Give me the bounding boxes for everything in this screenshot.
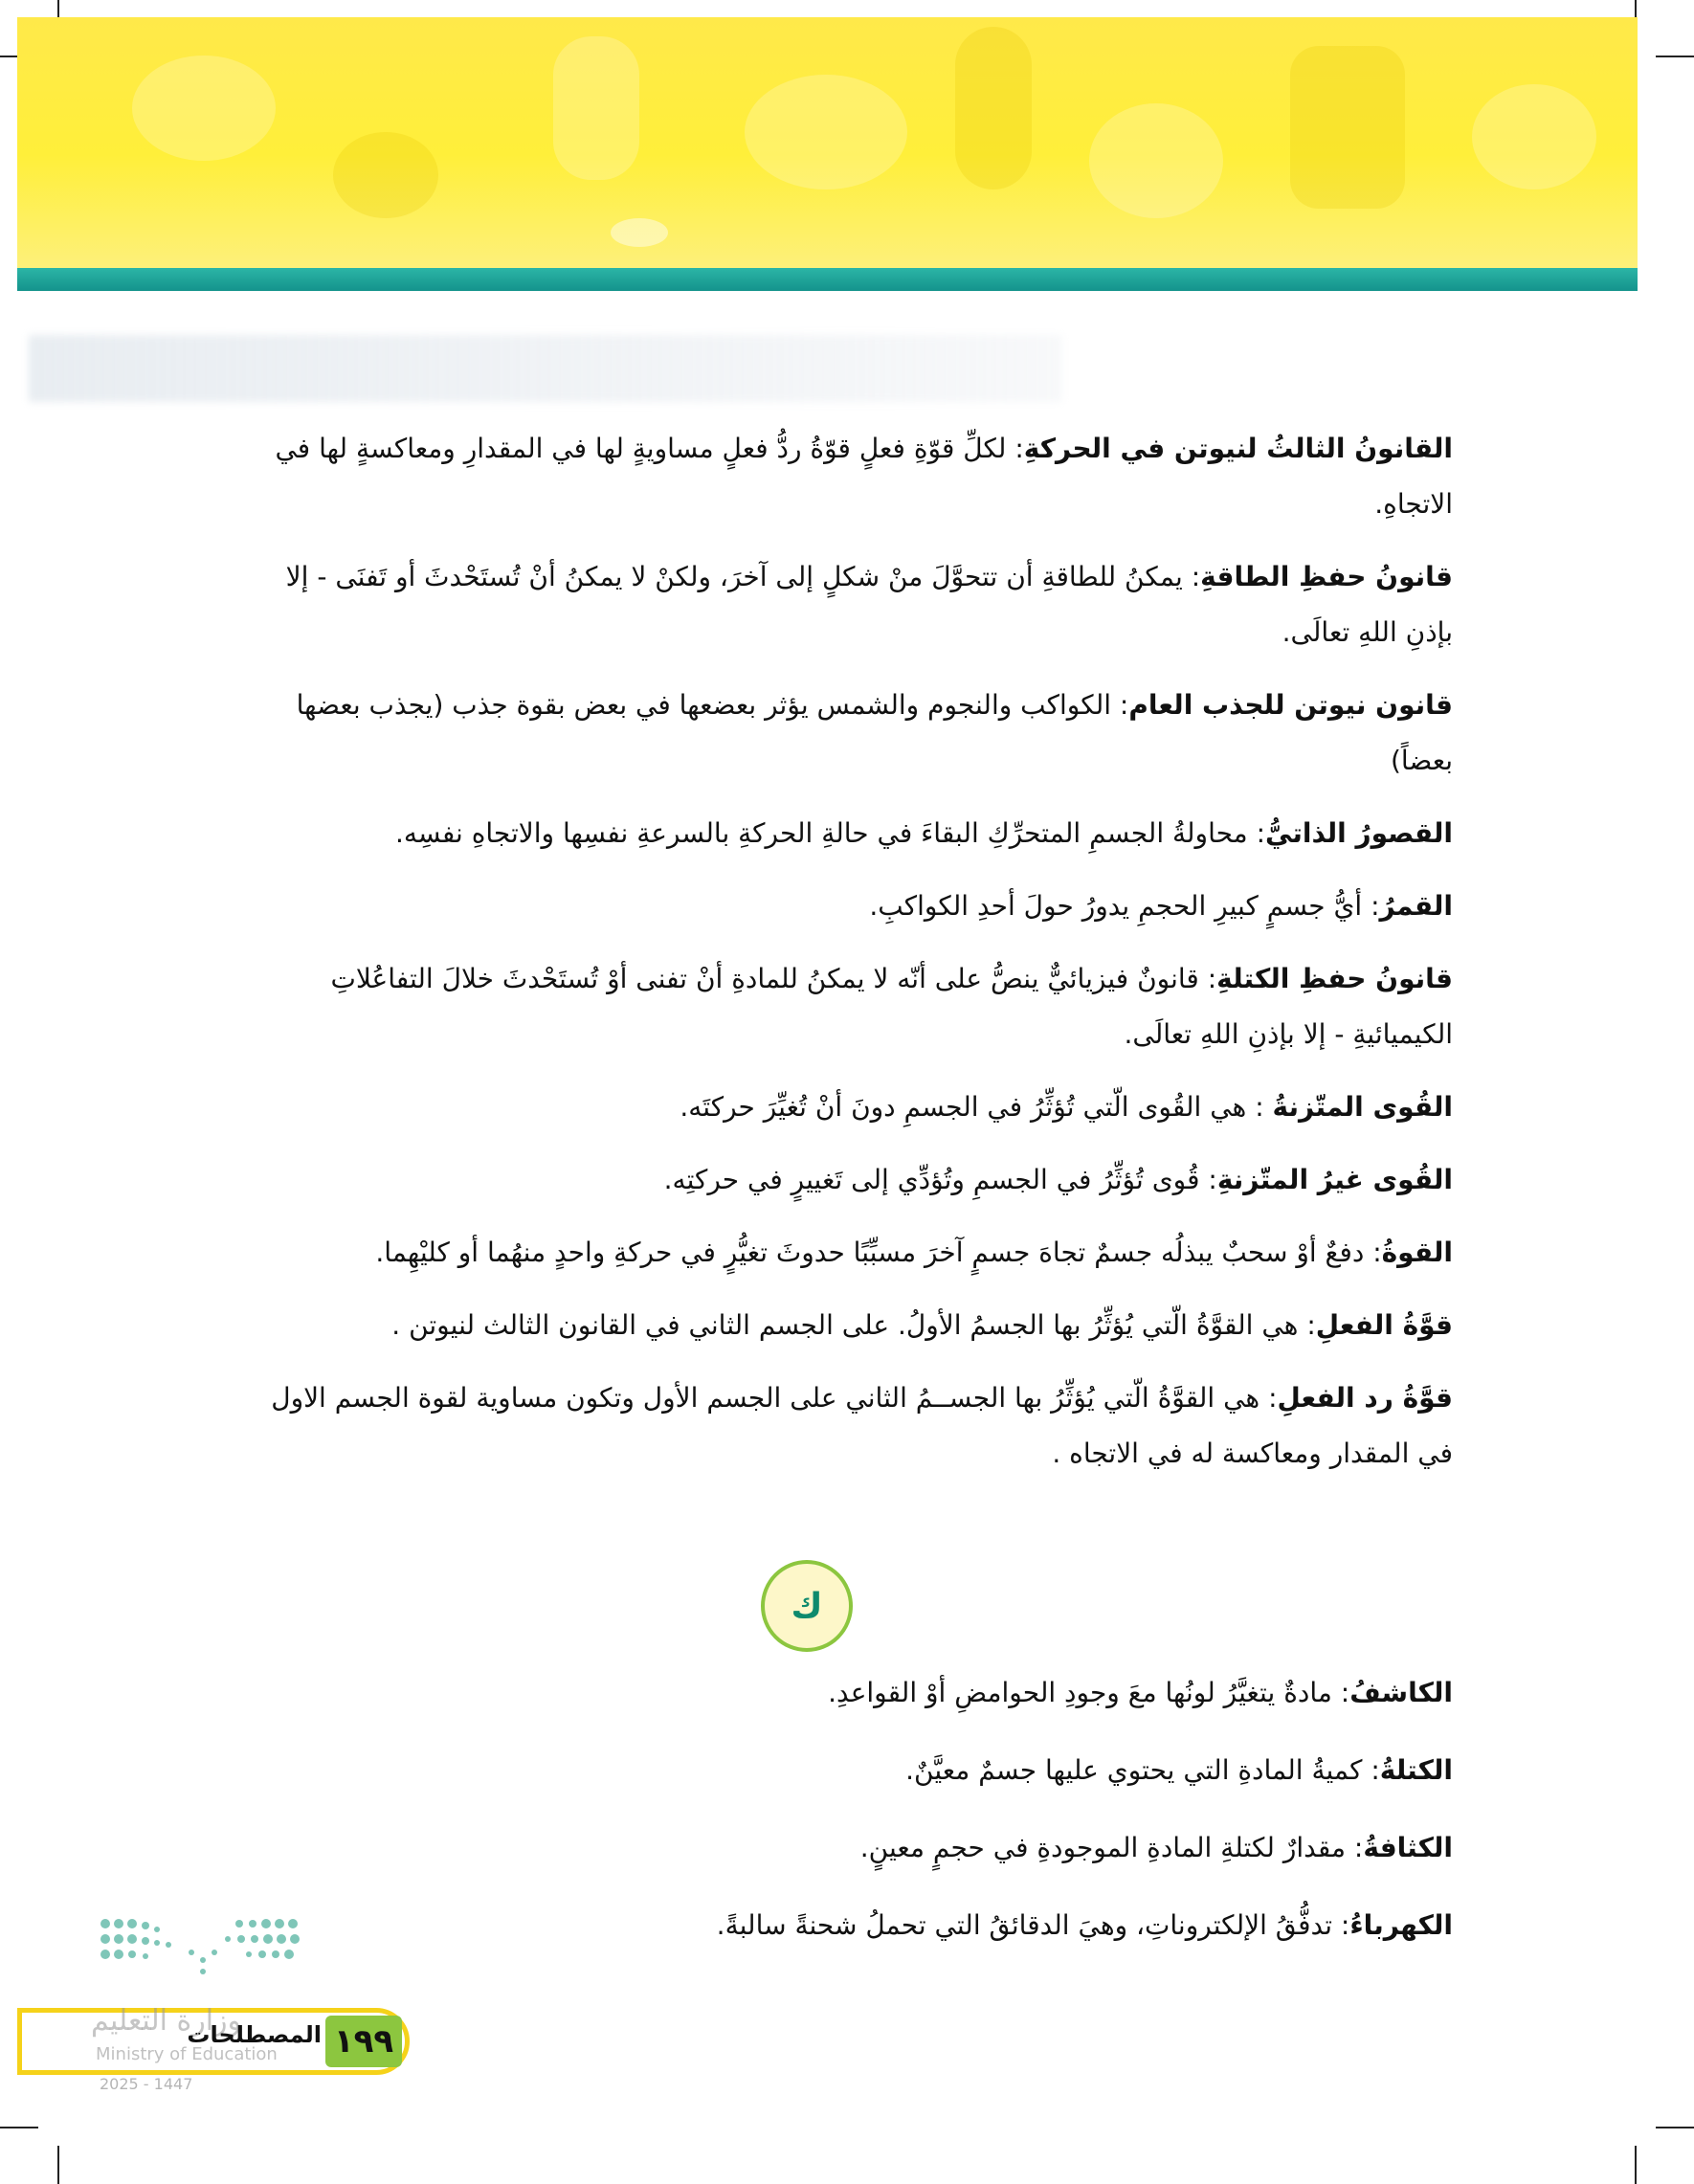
entry-term: القُوى غيرُ المتّزنةِ <box>1216 1164 1453 1195</box>
entry-definition: : محاولةُ الجسمِ المتحرِّكِ البقاءَ في حالةِ الحركةِ بالسرعةِ نفسِها والاتجاهِ نفسِه. <box>394 817 1265 849</box>
glossary-entry <box>266 951 1453 1062</box>
entry-term: الكاشفُ <box>1349 1677 1453 1708</box>
edition-year: 2025 - 1447 <box>100 2075 193 2093</box>
entry-term: قانونُ حفظِ الكتلةِ <box>1216 963 1453 994</box>
entry-term: قانونُ حفظِ الطاقةِ <box>1200 561 1453 592</box>
entry-term: القوةُ <box>1381 1237 1453 1268</box>
entry-definition: : هي القوَّةُ الّتي يُؤثِّرُ بها الجســمُ الثاني على الجسم الأول وتكون مساوية لقوة الجسم الاول في المقدار ومعاكسة له في الاتجاه . <box>271 1382 1453 1469</box>
entry-definition: : قانونٌ فيزيائيٌّ ينصُّ على أنّه لا يمكنُ للمادةِ أنْ تفنى أوْ تُستَحْدثَ خلالَ التفاعُلاتِ الكيميائيةِ - إلا بإذنِ اللهِ تعالَى. <box>330 963 1453 1050</box>
glossary-entry <box>266 1743 1453 1798</box>
section-letter-badge: ك <box>761 1560 853 1652</box>
glossary-entry <box>266 1080 1453 1135</box>
glossary-entry <box>266 1371 1453 1482</box>
entry-definition: : كميةُ المادةِ التي يحتوي عليها جسمٌ معيَّنٌ. <box>905 1754 1380 1786</box>
entry-definition: : هي القوَّةُ الّتي يُؤثِّرُ بها الجسمُ الأولُ. على الجسم الثاني في القانون الثالث لنيوتن . <box>391 1309 1316 1341</box>
footer-section-title: المصطلحات <box>187 2021 322 2048</box>
faded-background-text <box>29 335 1062 402</box>
entry-term: القانونُ الثالثُ لنيوتن في الحركةِ <box>1023 433 1453 464</box>
entry-definition: : مادةٌ يتغيَّرُ لونُها معَ وجودِ الحوامضِ أوْ القواعدِ. <box>828 1677 1350 1708</box>
glossary-entry <box>266 1665 1453 1721</box>
page-number: ١٩٩ <box>325 2016 402 2067</box>
entry-definition: : أيُّ جسمٍ كبيرِ الحجمِ يدورُ حولَ أحدِ الكواكبِ. <box>869 890 1380 922</box>
entry-definition: : الكواكب والنجوم والشمس يؤثر بعضعها في بعض بقوة جذب (يجذب بعضها بعضاً) <box>296 689 1453 776</box>
glossary-entry <box>266 1298 1453 1353</box>
glossary-list-k <box>266 1665 1453 1975</box>
glossary-list <box>266 421 1453 1499</box>
header-stripe <box>17 268 1638 291</box>
glossary-entry <box>266 1898 1453 1953</box>
entry-term: القصورُ الذاتيُّ <box>1265 817 1453 849</box>
glossary-entry <box>266 678 1453 789</box>
crop-mark <box>1656 2127 1694 2128</box>
crop-mark <box>0 2127 38 2128</box>
entry-definition: : دفعٌ أوْ سحبٌ يبذلُه جسمٌ تجاهَ جسمٍ آخرَ مسبِّبًا حدوثَ تغيُّرٍ في حركةِ واحدٍ منهُما أو كليْهِما. <box>375 1237 1382 1268</box>
entry-term: الكثافةُ <box>1363 1832 1453 1863</box>
glossary-entry <box>266 549 1453 660</box>
glossary-entry <box>266 1225 1453 1281</box>
ministry-name-english: Ministry of Education <box>96 2044 278 2064</box>
entry-definition: : لكلِّ قوّةِ فعلٍ قوّةُ ردُّ فعلٍ مساويةٍ لها في المقدارِ ومعاكسةٍ لها في الاتجاهِ. <box>275 433 1453 520</box>
header-banner <box>17 17 1638 268</box>
ministry-name-arabic: وزارة التعليم <box>91 2004 242 2038</box>
glossary-entry <box>266 1152 1453 1208</box>
glossary-entry <box>266 806 1453 861</box>
entry-definition: : يمكنُ للطاقةِ أن تتحوَّلَ منْ شكلٍ إلى آخرَ، ولكنْ لا يمكنُ أنْ تُستَحْدثَ أو تَفنَى - إلا بإذنِ اللهِ تعالَى. <box>285 561 1453 648</box>
entry-definition: : قُوى تُؤثِّرُ في الجسمِ وتُؤدِّي إلى تَغييرٍ في حركتِه. <box>663 1164 1217 1195</box>
entry-term: قوَّةُ رد الفعلِ <box>1277 1382 1453 1414</box>
crop-mark <box>57 2146 59 2184</box>
entry-term: القمرُ <box>1379 890 1453 922</box>
entry-term: قانون نيوتن للجذب العام <box>1128 689 1453 721</box>
entry-term: قوَّةُ الفعلِ <box>1315 1309 1453 1341</box>
glossary-entry <box>266 1820 1453 1876</box>
ministry-logo-icon <box>96 1914 306 1981</box>
entry-term: الكهرباءُ <box>1349 1909 1453 1941</box>
entry-term: القُوى المتّزنةُ <box>1272 1091 1453 1123</box>
crop-mark <box>1635 2146 1637 2184</box>
entry-definition: : مقدارٌ لكتلةِ المادةِ الموجودةِ في حجمٍ معينٍ. <box>859 1832 1364 1863</box>
entry-definition: : هي القُوى الّتي تُؤثِّرُ في الجسمِ دونَ أنْ تُغيِّرَ حركتَه. <box>680 1091 1273 1123</box>
entry-term: الكتلةُ <box>1379 1754 1453 1786</box>
crop-mark <box>1656 56 1694 57</box>
glossary-entry <box>266 879 1453 934</box>
glossary-entry <box>266 421 1453 532</box>
entry-definition: : تدفُّقُ الإلكتروناتِ، وهيَ الدقائقُ التي تحملُ شحنةً سالبةً. <box>716 1909 1350 1941</box>
